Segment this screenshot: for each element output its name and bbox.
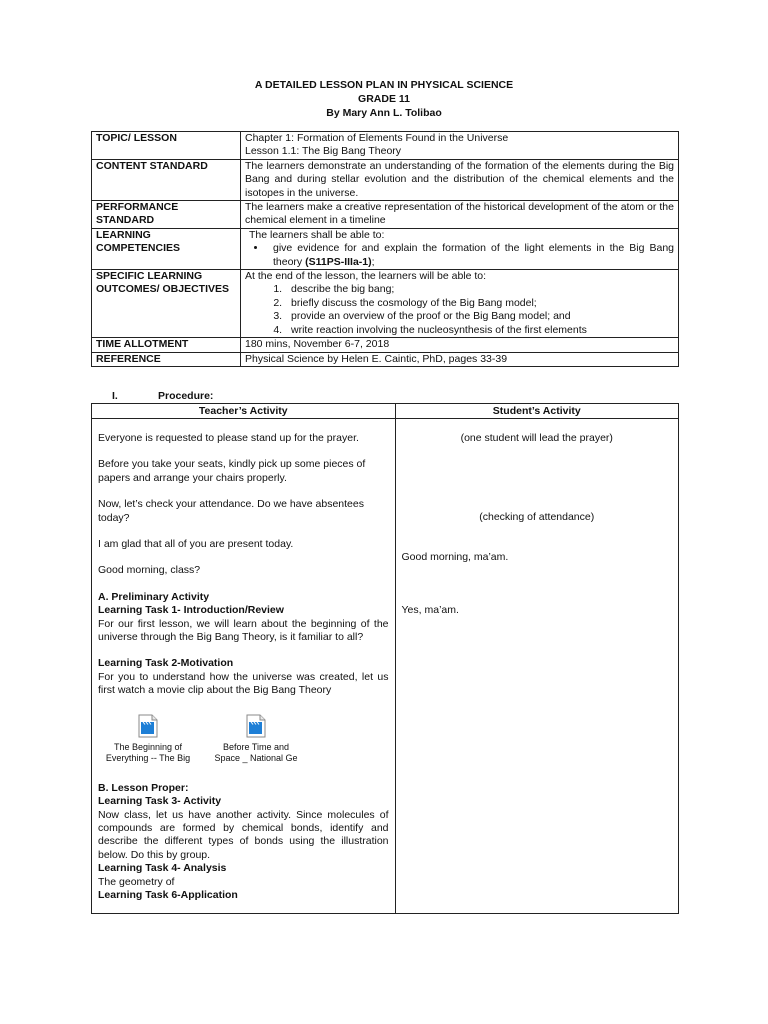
- task4-title: Learning Task 4- Analysis: [98, 862, 227, 875]
- task1-body: For our first lesson, we will learn about the beginning of the universe through the Big Bang Theory, is it familiar to all?: [98, 617, 389, 644]
- performance-key-line1: PERFORMANCE: [96, 201, 179, 214]
- lesson-proper-heading: B. Lesson Proper:: [98, 781, 189, 794]
- author-line: By Mary Ann L. Tolibao: [326, 107, 442, 119]
- student-activity-cell: [395, 419, 678, 914]
- video-attachment-2[interactable]: [206, 714, 306, 764]
- content-standard-key: CONTENT STANDARD: [92, 159, 241, 200]
- task6-title: Learning Task 6-Application: [98, 888, 238, 901]
- performance-standard-value: The learners make a creative representation of the historical development of the atom or the chemical element in a timeline: [241, 201, 679, 229]
- procedure-label: Procedure:: [158, 390, 214, 402]
- outcomes-row: [92, 270, 679, 338]
- teacher-column-header: Teacher’s Activity: [92, 404, 396, 419]
- outcomes-intro: At the end of the lesson, the learners will be able to:: [245, 270, 487, 283]
- reference-key: REFERENCE: [92, 352, 241, 366]
- outcome-item: 2. briefly discuss the cosmology of the Big Bang model;: [285, 297, 674, 310]
- competencies-key: [92, 228, 241, 269]
- document-header: [0, 78, 768, 120]
- competencies-row: [92, 228, 679, 269]
- video2-caption-line1: Before Time and: [222, 741, 290, 752]
- teacher-seats: Before you take your seats, kindly pick up some pieces of papers and arrange your chairs properly.: [98, 458, 366, 484]
- preliminary-activity-heading: A. Preliminary Activity: [98, 590, 210, 603]
- time-allotment-key: TIME ALLOTMENT: [92, 338, 241, 352]
- topic-chapter: Chapter 1: Formation of Elements Found in the Universe: [245, 132, 509, 144]
- video-attachment-1[interactable]: [98, 714, 198, 764]
- student-yes: Yes, ma’am.: [401, 604, 459, 617]
- content-standard-row: [92, 159, 679, 200]
- time-allotment-row: [92, 338, 679, 352]
- outcome-item: 3. provide an overview of the proof or the Big Bang model; and: [285, 310, 674, 323]
- time-allotment-value: 180 mins, November 6-7, 2018: [241, 338, 679, 352]
- teacher-glad: I am glad that all of you are present today.: [98, 538, 294, 551]
- competency-text: give evidence for and explain the formation of the light elements in the Big Bang theory: [273, 242, 674, 268]
- outcomes-key: [92, 270, 241, 338]
- student-attendance: (checking of attendance): [479, 511, 595, 524]
- procedure-header-row: [92, 404, 679, 419]
- teacher-attendance: Now, let’s check your attendance. Do we have absentees today?: [98, 498, 364, 524]
- competencies-key-line1: LEARNING: [96, 228, 151, 241]
- topic-key: TOPIC/ LESSON: [92, 132, 241, 160]
- teacher-greeting: Good morning, class?: [98, 564, 201, 577]
- student-greeting: Good morning, ma’am.: [401, 550, 509, 563]
- task1-title: Learning Task 1- Introduction/Review: [98, 604, 284, 617]
- competency-code: (S11PS-IIIa-1): [305, 255, 372, 268]
- outcomes-key-line2: OUTCOMES/ OBJECTIVES: [96, 283, 230, 296]
- procedure-body-row: [92, 419, 679, 914]
- topic-value: [241, 132, 679, 160]
- competencies-list: [245, 242, 674, 269]
- teacher-activity-cell: [92, 419, 396, 914]
- task3-title: Learning Task 3- Activity: [98, 795, 222, 808]
- performance-standard-key: [92, 201, 241, 229]
- topic-lesson: Lesson 1.1: The Big Bang Theory: [245, 145, 402, 158]
- competency-item: [267, 242, 674, 269]
- video-file-icon: [245, 714, 267, 738]
- document-title: A DETAILED LESSON PLAN IN PHYSICAL SCIENCE: [254, 79, 514, 91]
- student-column-header: Student’s Activity: [395, 404, 678, 419]
- outcome-item: 4. write reaction involving the nucleosynthesis of the first elements: [285, 324, 674, 337]
- competency-end: ;: [371, 255, 375, 268]
- outcomes-list: [245, 283, 674, 337]
- task2-body: For you to understand how the universe was created, let us first watch a movie clip about the Big Bang Theory: [98, 670, 389, 697]
- competencies-key-line2: COMPETENCIES: [96, 242, 181, 255]
- task3-body: Now class, let us have another activity. Since molecules of compounds are formed by chemical bonds, identify and describe the different types of bonds using the illustration below. Do this by group.: [98, 808, 389, 861]
- topic-row: [92, 132, 679, 160]
- performance-standard-row: [92, 201, 679, 229]
- video1-caption-line1: The Beginning of: [113, 741, 183, 752]
- outcome-item: 1. describe the big bang;: [285, 283, 674, 296]
- teacher-prayer: Everyone is requested to please stand up for the prayer.: [98, 432, 359, 444]
- video1-caption-line2: Everything -- The Big: [105, 752, 191, 763]
- procedure-heading: [112, 390, 213, 402]
- competencies-value: [241, 228, 679, 269]
- video2-caption-line2: Space _ National Ge: [214, 752, 298, 763]
- video-file-icon: [137, 714, 159, 738]
- content-standard-value: The learners demonstrate an understanding of the formation of the elements during the Big Bang and during stellar evolution and the distribution of the chemical elements and the isotopes in the universe.: [241, 159, 679, 200]
- video-attachments: [98, 714, 389, 764]
- outcomes-value: [241, 270, 679, 338]
- grade-label: GRADE 11: [358, 93, 410, 105]
- reference-value: Physical Science by Helen E. Caintic, PhD, pages 33-39: [241, 352, 679, 366]
- geometry-text: The geometry of: [98, 875, 175, 888]
- student-prayer: (one student will lead the prayer): [460, 432, 613, 444]
- performance-key-line2: STANDARD: [96, 214, 155, 227]
- lesson-info-table: [91, 131, 679, 367]
- task2-title: Learning Task 2-Motivation: [98, 657, 234, 670]
- outcomes-key-line1: SPECIFIC LEARNING: [96, 270, 203, 283]
- competencies-intro: The learners shall be able to:: [249, 228, 385, 241]
- procedure-table: [91, 403, 679, 914]
- procedure-number: I.: [112, 390, 118, 402]
- reference-row: [92, 352, 679, 366]
